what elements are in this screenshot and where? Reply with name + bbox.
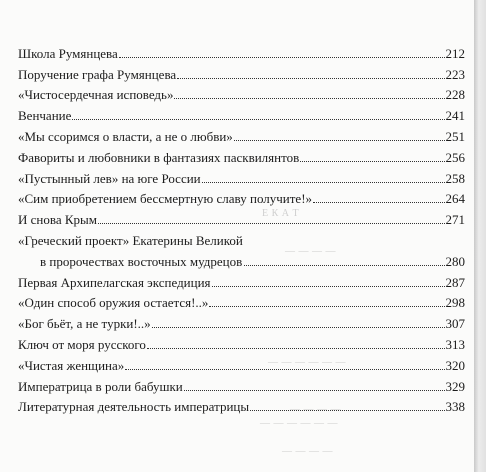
dot-leader [209,306,444,307]
toc-entry-page: 256 [445,149,465,165]
dot-leader [125,369,444,370]
toc-entry-page: 212 [445,45,465,61]
dot-leader [244,265,445,266]
toc-entry-title-line2: в пророчествах восточных мудрецов [40,253,243,269]
toc-entry [18,352,465,373]
dot-leader [177,78,444,79]
toc-entry [18,61,465,82]
toc-entry-page: 264 [445,191,465,207]
toc-entry-title: «Один способ оружия остается!..» [18,295,209,311]
table-of-contents [18,40,465,414]
toc-entry-title: Венчание [18,108,72,124]
toc-entry-page: 251 [445,128,465,144]
toc-entry [18,102,465,123]
toc-entry [18,186,465,207]
dot-leader [184,390,445,391]
toc-entry [18,331,465,352]
toc-entry-page: 329 [445,378,465,394]
toc-entry [18,206,465,227]
toc-entry-title: «Чистая женщина» [18,357,125,373]
toc-entry-title: Поручение графа Румянцева [18,66,177,82]
toc-entry-page: 241 [445,108,465,124]
dot-leader [119,57,445,58]
toc-entry-page: 298 [445,295,465,311]
toc-entry [18,123,465,144]
dot-leader [98,223,445,224]
toc-entry [18,40,465,61]
toc-entry-title: Школа Румянцева [18,45,118,61]
toc-entry-page: 258 [445,170,465,186]
dot-leader [202,182,445,183]
dot-leader [174,98,444,99]
toc-entry-page: 280 [445,253,465,269]
toc-entry-page: 287 [445,274,465,290]
dot-leader [313,202,444,203]
toc-entry-title: Фавориты и любовники в фантазиях пасквилянтов [18,149,300,165]
dot-leader [300,161,444,162]
toc-entry-title: «Сим приобретением бессмертную славу получите!» [18,191,313,207]
toc-entry-page: 320 [445,357,465,373]
toc-entry-title: Императрица в роли бабушки [18,378,183,394]
toc-entry [18,310,465,331]
dot-leader [152,327,445,328]
bleed-through-text: — — — — — — [268,357,346,368]
dot-leader [147,348,445,349]
toc-entry [18,227,465,269]
toc-entry [18,290,465,311]
toc-entry [18,144,465,165]
toc-entry-title: «Пустынный лев» на юге России [18,170,201,186]
toc-entry-page: 338 [445,399,465,415]
toc-entry [18,82,465,103]
bleed-through-text: — — — — [285,246,336,257]
dot-leader [212,286,445,287]
dot-leader [72,119,444,120]
page-edge-shadow [474,0,486,472]
toc-entry [18,165,465,186]
toc-entry-page: 313 [445,336,465,352]
toc-entry-title [18,233,243,269]
toc-entry-title: Литературная деятельность императрицы [18,399,250,415]
toc-entry-title: «Мы ссоримся о власти, а не о любви» [18,128,233,144]
toc-entry-title: И снова Крым [18,212,97,228]
toc-entry [18,269,465,290]
toc-entry [18,373,465,394]
toc-entry-page: 228 [445,87,465,103]
toc-entry-title: Ключ от моря русского [18,336,146,352]
toc-entry-title: «Чистосердечная исповедь» [18,87,174,103]
toc-entry-page: 307 [445,316,465,332]
toc-entry-page: 223 [445,66,465,82]
dot-leader [250,410,444,411]
bleed-through-text: Е К А Т [262,208,300,219]
dot-leader [234,140,445,141]
bleed-through-text: — — — — — — [260,418,338,429]
toc-entry-title: «Бог бьёт, а не турки!..» [18,316,151,332]
toc-entry-title: Первая Архипелагская экспедиция [18,274,211,290]
toc-entry-page: 271 [445,212,465,228]
bleed-through-text: — — — — [282,446,333,457]
bleed-through-text: — — — — [290,404,341,415]
toc-entry [18,394,465,415]
toc-entry-title-line1: «Греческий проект» Екатерины Великой [18,232,243,248]
